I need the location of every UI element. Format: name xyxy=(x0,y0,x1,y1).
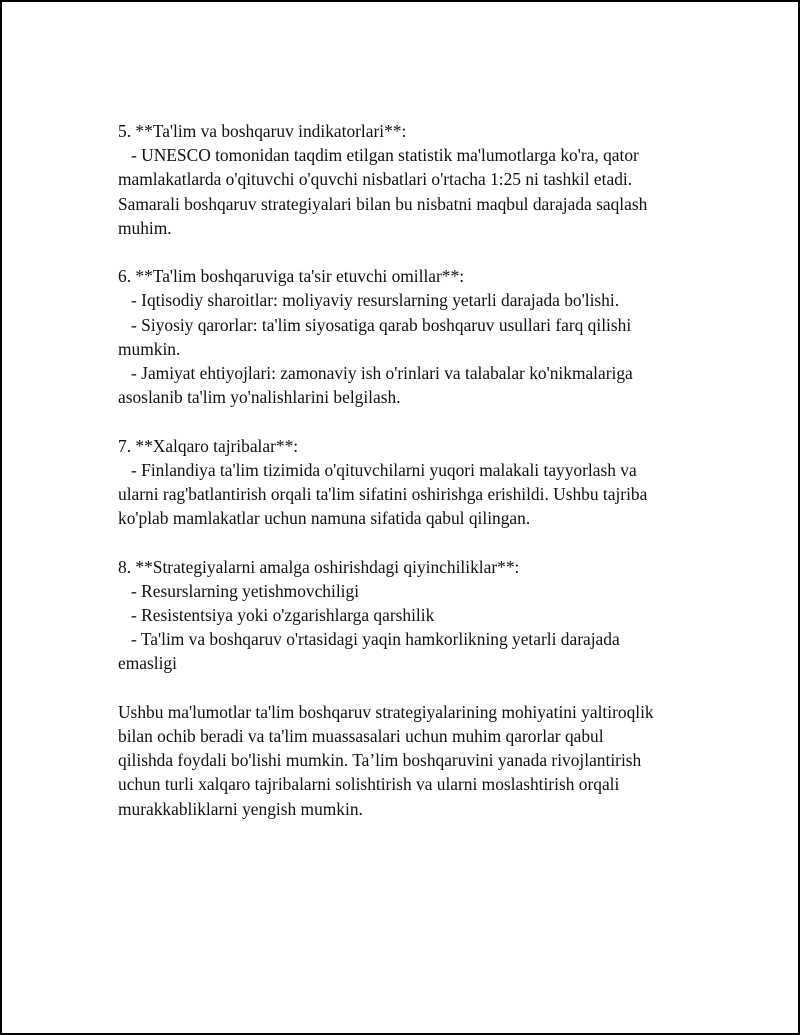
text-line: - UNESCO tomonidan taqdim etilgan statistik ma'lumotlarga ko'ra, qator xyxy=(118,145,639,166)
text-line: uchun turli xalqaro tajribalarni solishtirish va ularni moslashtirish orqali xyxy=(118,774,620,795)
text-line: ko'plab mamlakatlar uchun namuna sifatida qabul qilingan. xyxy=(118,508,531,529)
text-line: - Siyosiy qarorlar: ta'lim siyosatiga qarab boshqaruv usullari farq qilishi xyxy=(118,314,632,335)
text-line: ularni rag'batlantirish orqali ta'lim sifatini oshirishga erishildi. Ushbu tajriba xyxy=(118,484,648,505)
text-line: - Ta'lim va boshqaruv o'rtasidagi yaqin hamkorlikning yetarli darajada xyxy=(118,629,620,650)
text-line: mamlakatlarda o'qituvchi o'quvchi nisbatlari o'rtacha 1:25 ni tashkil etadi. xyxy=(118,169,633,190)
text-line: - Jamiyat ehtiyojlari: zamonaviy ish o'rinlari va talabalar ko'nikmalariga xyxy=(118,363,633,384)
text-line: - Resistentsiya yoki o'zgarishlarga qarshilik xyxy=(118,605,435,626)
text-line: - Resurslarning yetishmovchiligi xyxy=(118,580,360,601)
section-heading: 8. **Strategiyalarni amalga oshirishdagi qiyinchiliklar**: xyxy=(118,556,520,577)
text-line: - Iqtisodiy sharoitlar: moliyaviy resurslarning yetarli darajada bo'lishi. xyxy=(118,290,620,311)
section-heading: 6. **Ta'lim boshqaruviga ta'sir etuvchi omillar**: xyxy=(118,266,465,287)
text-line: Samarali boshqaruv strategiyalari bilan bu nisbatni maqbul darajada saqlash xyxy=(118,193,648,214)
text-line: - Finlandiya ta'lim tizimida o'qituvchilarni yuqori malakali tayyorlash va xyxy=(118,459,637,480)
text-line: emasligi xyxy=(118,653,177,674)
text-line: mumkin. xyxy=(118,338,181,359)
text-line: murakkabliklarni yengish mumkin. xyxy=(118,798,363,819)
text-line: bilan ochib beradi va ta'lim muassasalari uchun muhim qarorlar qabul xyxy=(118,726,604,747)
section-education-indicators xyxy=(118,119,708,240)
section-implementation-challenges xyxy=(118,555,708,676)
conclusion-paragraph xyxy=(118,700,708,821)
section-international-experience xyxy=(118,434,708,531)
text-line: asoslanib ta'lim yo'nalishlarini belgilash. xyxy=(118,387,401,408)
text-line: Ushbu ma'lumotlar ta'lim boshqaruv strategiyalarining mohiyatini yaltiroqlik xyxy=(118,701,654,722)
section-heading: 5. **Ta'lim va boshqaruv indikatorlari**: xyxy=(118,121,407,141)
section-influencing-factors xyxy=(118,264,708,409)
document-body xyxy=(118,119,708,845)
section-heading: 7. **Xalqaro tajribalar**: xyxy=(118,435,299,456)
text-line: qilishda foydali bo'lishi mumkin. Ta’lim boshqaruvini yanada rivojlantirish xyxy=(118,750,642,771)
text-line: muhim. xyxy=(118,217,172,238)
